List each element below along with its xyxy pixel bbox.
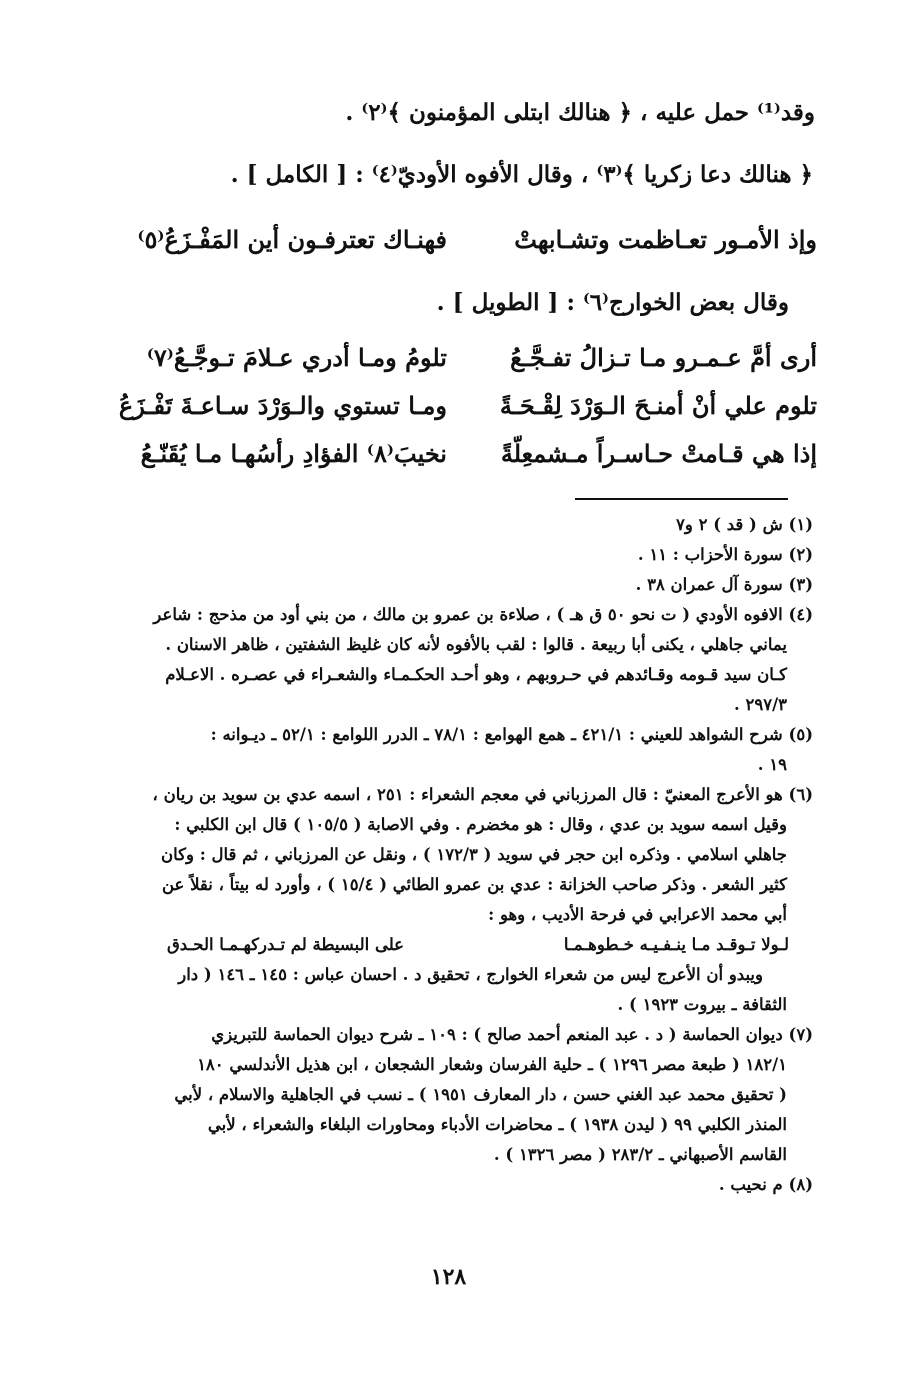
footnote-7-line-5: القاسم الأصبهاني ـ ٢٨٣/٢ ( مصر ١٣٢٦ ) . bbox=[493, 1145, 787, 1164]
verse-2-first-hemistich: أرى أمَّ عـمـرو مـا تـزالُ تفـجَّـعُ bbox=[510, 343, 817, 372]
footnote-separator bbox=[575, 498, 788, 500]
footnote-6-poem-first-hemistich: لـولا تـوقـد مـا ينـفـيـه خـطوهـمـا bbox=[563, 935, 789, 954]
footnote-4-line-3: كـان سيد قـومه وقـائدهم في حـروبهم ، وهو أحـد الحكـمـاء والشعـراء في عصـره . الاعـلام bbox=[165, 665, 787, 684]
footnote-7-line-2: ١٨٢/١ ( طبعة مصر ١٢٩٦ ) ـ حلية الفرسان وشعار الشجعان ، ابن هذيل الأندلسي ١٨٠ bbox=[197, 1055, 787, 1074]
page-number: ١٢٨ bbox=[430, 1264, 467, 1290]
verse-1-first-hemistich: وإذ الأمـور تعـاظمت وتشـابهتْ bbox=[514, 225, 817, 254]
footnote-2: (٢) سورة الأحزاب : ١١ . bbox=[637, 545, 813, 564]
footnote-7-line-1: (٧) ديوان الحماسة ( د . عبد المنعم أحمد صالح ) : ١٠٩ ـ شرح ديوان الحماسة للتبريزي bbox=[211, 1025, 813, 1044]
footnote-6-line-7: الثقافة ـ بيروت ١٩٢٣ ) . bbox=[617, 995, 787, 1014]
footnote-6-poem bbox=[97, 930, 813, 960]
verse-2 bbox=[102, 338, 817, 378]
verse-1-second-hemistich: فهنـاك تعترفـون أين المَفْـزَعُ⁽٥⁾ bbox=[137, 225, 447, 254]
footnote-4-line-2: يماني جاهلي ، يكنى أبا ربيعة . قالوا : لقب بالأفوه لأنه كان غليظ الشفتين ، ظاهر الاسنان . bbox=[165, 635, 787, 654]
footnote-4-line-1: (٤) الافوه الأودي ( ت نحو ٥٠ ق هـ ) ، صلاءة بن عمرو بن مالك ، من بني أود من مذحج : شاعر bbox=[153, 605, 813, 624]
main-text-line-1: وقد⁽¹⁾ حمل عليه ، ﴿ هنالك ابتلى المؤمنون ﴾⁽٢⁾ . bbox=[345, 99, 815, 126]
footnotes bbox=[97, 510, 813, 1200]
verse-1 bbox=[102, 220, 817, 260]
footnote-7-line-3: ( تحقيق محمد عبد الغني حسن ، دار المعارف ١٩٥١ ) ـ نسب في الجاهلية والاسلام ، لأبي bbox=[174, 1085, 787, 1104]
footnote-6-line-6: ويبدو أن الأعرج ليس من شعراء الخوارج ، تحقيق د . احسان عباس : ١٤٥ ـ ١٤٦ ( دار bbox=[178, 965, 763, 984]
verse-3-second-hemistich: ومـا تستوي والـوَرْدَ سـاعـةَ تَفْـزَعُ bbox=[118, 391, 447, 420]
verse-3 bbox=[102, 386, 817, 426]
footnote-5-line-1: (٥) شرح الشواهد للعيني : ٤٢١/١ ـ همع الهوامع : ٧٨/١ ـ الدرر اللوامع : ٥٢/١ ـ ديـوانه : bbox=[210, 725, 813, 744]
main-text-line-2: ﴿ هنالك دعا زكريا ﴾⁽٣⁾ ، وقال الأفوه الأوديّ⁽٤⁾ : [ الكامل ] . bbox=[230, 161, 813, 188]
verse-2-second-hemistich: تلومُ ومـا أدري عـلامَ تـوجَّـعُ⁽٧⁾ bbox=[146, 343, 447, 372]
footnote-3: (٣) سورة آل عمران ٣٨ . bbox=[635, 575, 813, 594]
verse-4-first-hemistich: إذا هي قـامتْ حـاسـراً مـشمعِلّةً bbox=[500, 439, 817, 468]
verse-4-second-hemistich: نخيبَ⁽٨⁾ الفؤادِ رأسُهـا مـا يُقَنّـعُ bbox=[140, 439, 447, 468]
footnote-7-line-4: المنذر الكلبي ٩٩ ( ليدن ١٩٣٨ ) ـ محاضرات الأدباء ومحاورات البلغاء والشعراء ، لأبي bbox=[207, 1115, 787, 1134]
footnote-6-line-2: وقيل اسمه سويد بن عدي ، وقال : هو مخضرم . وفي الاصابة ( ١٠٥/٥ ) قال ابن الكلبي : bbox=[174, 815, 787, 834]
footnote-6-line-5: أبي محمد الاعرابي في فرحة الأديب ، وهو : bbox=[488, 905, 787, 924]
verse-3-first-hemistich: تلوم علي أنْ أمنـحَ الـوَرْدَ لِقْـحَـةً bbox=[499, 391, 817, 420]
footnote-6-line-3: جاهلي اسلامي . وذكره ابن حجر في سويد ( ١٧٢/٣ ) ، ونقل عن المرزباني ، ثم قال : وكان bbox=[160, 845, 787, 864]
footnote-6-line-4: كثير الشعر . وذكر صاحب الخزانة : عدي بن عمرو الطائي ( ١٥/٤ ) ، وأورد له بيتاً ، نقلاً عن bbox=[161, 875, 787, 894]
footnote-1: (١) ش ( قد ) ٢ و٧ bbox=[676, 515, 813, 534]
verse-4 bbox=[102, 434, 817, 474]
footnote-4-line-4: ٢٩٧/٣ . bbox=[734, 695, 787, 714]
footnote-6-line-1: (٦) هو الأعرج المعنيّ : قال المرزباني في معجم الشعراء : ٢٥١ ، اسمه عدي بن سويد بن ريان ، bbox=[152, 785, 813, 804]
footnote-6-poem-second-hemistich: على البسيطة لم تـدركهـمـا الحـدق bbox=[167, 935, 405, 954]
footnote-8: (٨) م نحيب . bbox=[718, 1175, 813, 1194]
footnote-5-line-2: ١٩ . bbox=[757, 755, 787, 774]
main-text-line-3: وقال بعض الخوارج⁽٦⁾ : [ الطويل ] . bbox=[436, 289, 789, 316]
